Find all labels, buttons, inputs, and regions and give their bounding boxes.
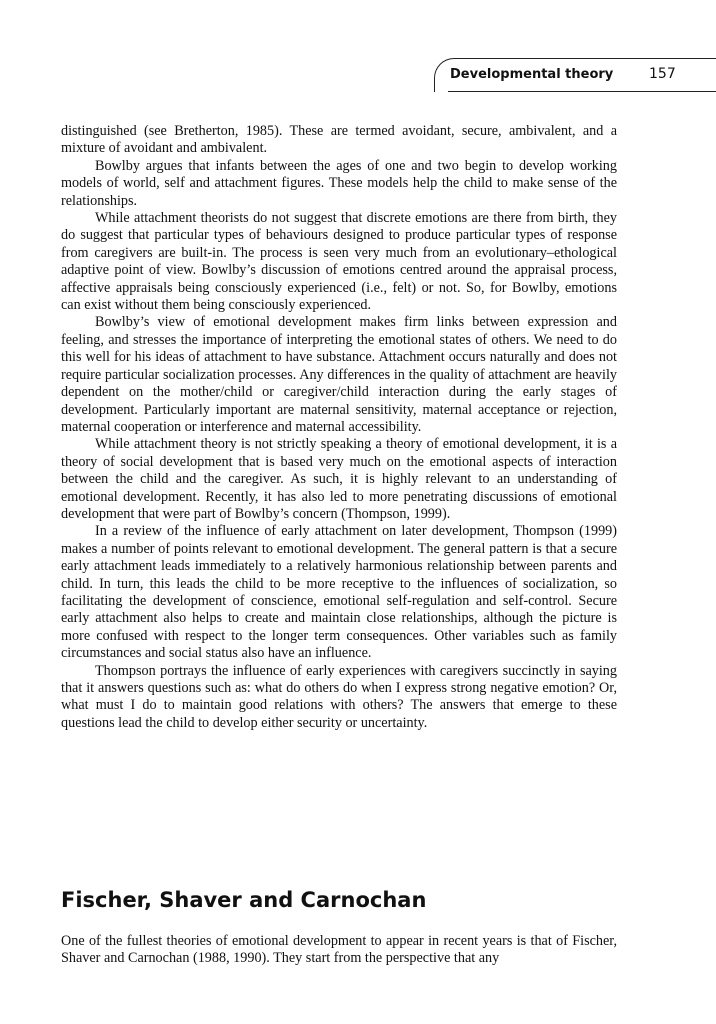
- paragraph: Bowlby’s view of emotional development makes firm links between expression and feeling, and stresses the importance of interpreting the emotional states of others. We need to do this well for his ideas of attachment to have substance. Attachment occurs naturally and does not require particular socialization processes. Any differences in the quality of attachment are heavily dependent on the mother/child or caregiver/child interaction during the early stages of development. Particularly important are maternal sensitivity, maternal acceptance or rejection, maternal cooperation or interference and maternal accessibility.: [61, 314, 617, 435]
- paragraph: distinguished (see Bretherton, 1985). These are termed avoidant, secure, ambivalent, and a mixture of avoidant and ambivalent.: [61, 123, 617, 157]
- paragraph: While attachment theorists do not suggest that discrete emotions are there from birth, they do suggest that particular types of behaviours designed to produce particular types of response from caregivers are built-in. The process is seen very much from an evolutionary–ethological adaptive point of view. Bowlby’s discussion of emotions centred around the appraisal process, affective appraisals being consciously experienced (i.e., felt) or not. So, for Bowlby, emotions can exist without them being consciously experienced.: [61, 210, 617, 314]
- paragraph: While attachment theory is not strictly speaking a theory of emotional development, it is a theory of social development that is based very much on the emotional aspects of interaction between the child and the caregiver. As such, it is highly relevant to an understanding of emotional development. Recently, it has also led to more penetrating discussions of emotional development that were part of Bowlby’s concern (Thompson, 1999).: [61, 436, 617, 522]
- body-text: [61, 123, 617, 732]
- paragraph: One of the fullest theories of emotional development to appear in recent years is that of Fischer, Shaver and Carnochan (1988, 1990). They start from the perspective that any: [61, 933, 617, 967]
- section-heading: Fischer, Shaver and Carnochan: [61, 888, 427, 912]
- section-text: [61, 933, 617, 968]
- paragraph: Bowlby argues that infants between the ages of one and two begin to develop working models of world, self and attachment figures. These models help the child to make sense of the relationships.: [61, 157, 617, 209]
- page-number: 157: [649, 66, 676, 82]
- paragraph: In a review of the influence of early attachment on later development, Thompson (1999) makes a number of points relevant to emotional development. The general pattern is that a secure early attachment leads immediately to a relatively harmonious relationship between parents and child. In turn, this leads the child to be more receptive to the influences of socialization, so facilitating the development of conscience, emotional self-regulation and self-control. Secure early attachment also helps to create and maintain close relationships, although the picture is more confused with respect to the longer term consequences. Other variables such as family circumstances and social status also have an influence.: [61, 523, 617, 662]
- running-header-title: Developmental theory: [450, 67, 614, 82]
- running-header-rule: [448, 91, 716, 92]
- paragraph: Thompson portrays the influence of early experiences with caregivers succinctly in saying that it answers questions such as: what do others do when I express strong negative emotion? Or, what must I do to maintain good relations with others? The answers that emerge to these questions lead the child to develop either security or uncertainty.: [61, 662, 617, 731]
